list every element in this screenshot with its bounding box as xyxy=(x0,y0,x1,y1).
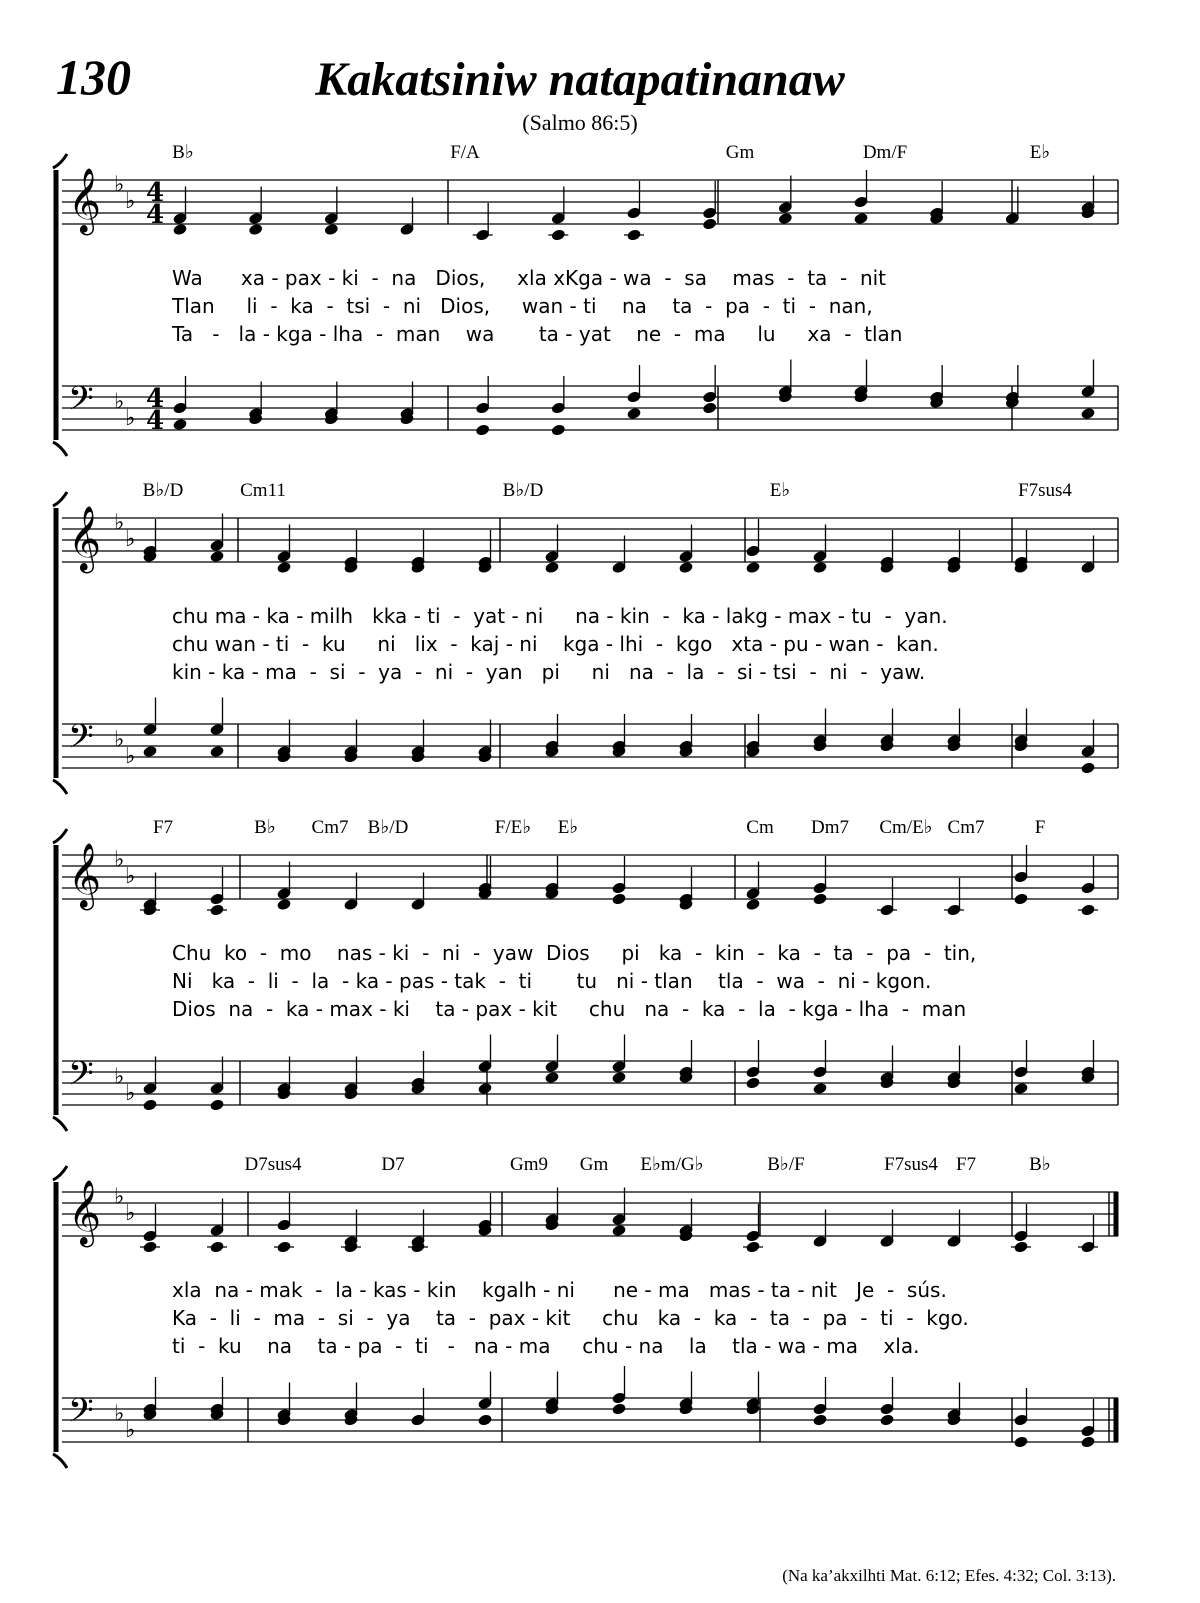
treble-notehead xyxy=(209,550,224,563)
bass-notehead xyxy=(475,423,490,436)
bass-notehead xyxy=(745,1076,760,1089)
chord-symbol: F/A xyxy=(450,142,480,163)
chord-symbol: B♭ xyxy=(1029,1154,1051,1175)
key-signature-flat: ♭ xyxy=(114,389,125,415)
chord-symbol: Dm7 xyxy=(811,817,849,838)
key-signature-flat: ♭ xyxy=(125,1201,136,1226)
scripture-reference-footer: (Na ka’akxilhti Mat. 6:12; Efes. 4:32; Col. 3:13). xyxy=(782,1566,1116,1585)
treble-notehead xyxy=(611,892,626,905)
key-signature-flat: ♭ xyxy=(125,864,136,889)
chord-symbol: B♭/D xyxy=(367,817,409,838)
key-signature-flat: ♭ xyxy=(114,1064,125,1090)
time-signature-bottom: 4 xyxy=(146,200,165,230)
treble-notehead xyxy=(544,561,559,574)
chord-symbol: F7 xyxy=(955,1154,977,1175)
treble-notehead xyxy=(1013,892,1028,905)
chord-symbol: F7sus4 xyxy=(884,1154,938,1175)
treble-clef: 𝄞 xyxy=(68,1180,102,1245)
key-signature-flat: ♭ xyxy=(114,510,125,536)
treble-notehead xyxy=(276,898,291,911)
chord-symbol: B♭/F xyxy=(767,1154,805,1175)
bass-notehead xyxy=(1013,1435,1028,1448)
bass-notehead xyxy=(209,1098,224,1111)
lyric-line-verse-3: Ta - la - kga - lha - man wa ta - yat ne - ma lu xa - tlan xyxy=(172,322,903,346)
chord-symbol: Dm/F xyxy=(862,142,908,163)
bass-notehead xyxy=(1013,1082,1028,1095)
bracket-top-hook xyxy=(53,1166,67,1180)
treble-notehead xyxy=(745,561,760,574)
bass-notehead xyxy=(544,1071,559,1084)
bass-notehead xyxy=(172,418,187,431)
lyric-line-verse-3: ti - ku na ta - pa - ti - na - ma chu - na la tla - wa - ma xla. xyxy=(172,1334,920,1358)
lyric-line-verse-2: Ni ka - li - la - ka - pas - tak - ti tu ni - tlan tla - wa - ni - kgon. xyxy=(172,969,932,993)
chord-symbol: B♭/D xyxy=(142,480,184,501)
time-signature-top: 4 xyxy=(146,384,165,414)
chord-symbol: Gm xyxy=(579,1154,609,1175)
lyric-line-verse-1: Wa xa - pax - ki - na Dios, xla xKga - wa - sa mas - ta - nit xyxy=(172,266,887,290)
treble-notehead xyxy=(678,561,693,574)
treble-notehead xyxy=(324,223,339,236)
treble-clef: 𝄞 xyxy=(68,168,102,233)
chord-symbol: E♭ xyxy=(1029,142,1051,163)
treble-notehead xyxy=(611,1224,626,1237)
bass-notehead xyxy=(209,745,224,758)
chord-symbol: Gm xyxy=(725,142,755,163)
bass-notehead xyxy=(611,1402,626,1415)
bass-clef: 𝄢 xyxy=(68,1055,94,1101)
chord-symbol: Cm11 xyxy=(240,480,286,501)
time-signature-bottom: 4 xyxy=(146,406,165,436)
lyric-line-verse-3: kin - ka - ma - si - ya - ni - yan pi ni na - la - si - tsi - ni - yaw. xyxy=(172,660,926,684)
key-signature-flat: ♭ xyxy=(114,727,125,753)
lyric-line-verse-2: Tlan li - ka - tsi - ni Dios, wan - ti na ta - pa - ti - nan, xyxy=(172,294,873,318)
chord-symbol: Cm7 xyxy=(947,817,985,838)
treble-clef: 𝄞 xyxy=(68,843,102,908)
chord-symbol: B♭/D xyxy=(502,480,544,501)
treble-notehead xyxy=(276,561,291,574)
chord-symbol: E♭ xyxy=(557,817,579,838)
treble-clef: 𝄞 xyxy=(68,506,102,571)
chord-symbol: E♭m/G♭ xyxy=(640,1154,704,1175)
chord-symbol: B♭ xyxy=(172,142,194,163)
chord-symbol: E♭ xyxy=(769,480,791,501)
chord-symbol: D7sus4 xyxy=(244,1154,302,1175)
bass-notehead xyxy=(551,423,566,436)
treble-notehead xyxy=(853,212,868,225)
chord-symbol: F7sus4 xyxy=(1018,480,1072,501)
chord-symbol: F xyxy=(1034,817,1046,838)
bass-clef: 𝄢 xyxy=(68,380,94,426)
treble-notehead xyxy=(745,898,760,911)
chord-symbol: F/E♭ xyxy=(494,817,532,838)
lyric-line-verse-1: chu ma - ka - milh kka - ti - yat - ni na - kin - ka - lakg - max - tu - yan. xyxy=(172,604,948,628)
hymn-number: 130 xyxy=(56,49,131,105)
bracket-bottom-hook xyxy=(53,780,67,794)
bass-notehead xyxy=(626,407,641,420)
chord-symbol: Cm xyxy=(746,817,774,838)
chord-symbol: Gm9 xyxy=(510,1154,548,1175)
key-signature-flat: ♭ xyxy=(114,1184,125,1210)
bass-notehead xyxy=(812,1413,827,1426)
key-signature-flat: ♭ xyxy=(114,172,125,198)
bass-notehead xyxy=(879,1413,894,1426)
key-signature-flat: ♭ xyxy=(125,1418,136,1443)
lyric-line-verse-1: Chu ko - mo nas - ki - ni - yaw Dios pi ka - kin - ka - ta - pa - tin, xyxy=(172,941,977,965)
lyric-line-verse-3: Dios na - ka - max - ki ta - pax - kit chu na - ka - la - kga - lha - man xyxy=(172,997,967,1021)
bass-notehead xyxy=(142,1098,157,1111)
bracket-bottom-hook xyxy=(53,442,67,456)
chord-symbol: B♭ xyxy=(254,817,276,838)
lyric-line-verse-2: Ka - li - ma - si - ya ta - pax - kit chu ka - ka - ta - pa - ti - kgo. xyxy=(172,1306,969,1330)
bass-notehead xyxy=(477,1082,492,1095)
treble-notehead xyxy=(702,217,717,230)
treble-notehead xyxy=(172,223,187,236)
bass-notehead xyxy=(812,1082,827,1095)
bracket-top-hook xyxy=(53,154,67,168)
key-signature-flat: ♭ xyxy=(125,527,136,552)
chord-symbol: F7 xyxy=(152,817,174,838)
hymn-title: Kakatsiniw natapatinanaw xyxy=(315,53,845,106)
bass-clef: 𝄢 xyxy=(68,1392,94,1438)
key-signature-flat: ♭ xyxy=(114,847,125,873)
bass-notehead xyxy=(1080,761,1095,774)
hymn-subtitle: (Salmo 86:5) xyxy=(522,110,638,135)
bass-notehead xyxy=(1080,1435,1095,1448)
time-signature-top: 4 xyxy=(146,178,165,208)
treble-notehead xyxy=(248,223,263,236)
chord-symbol: D7 xyxy=(381,1154,405,1175)
key-signature-flat: ♭ xyxy=(125,189,136,214)
lyric-line-verse-1: xla na - mak - la - kas - kin kgalh - ni ne - ma mas - ta - nit Je - sús. xyxy=(172,1278,947,1302)
bass-notehead xyxy=(611,1071,626,1084)
lyric-line-verse-2: chu wan - ti - ku ni lix - kaj - ni kga - lhi - kgo xta - pu - wan - kan. xyxy=(172,632,939,656)
key-signature-flat: ♭ xyxy=(125,406,136,431)
key-signature-flat: ♭ xyxy=(125,1081,136,1106)
key-signature-flat: ♭ xyxy=(125,744,136,769)
bass-notehead xyxy=(477,1413,492,1426)
bracket-top-hook xyxy=(53,492,67,506)
bracket-top-hook xyxy=(53,829,67,843)
treble-notehead xyxy=(778,212,793,225)
bass-clef: 𝄢 xyxy=(68,718,94,764)
treble-notehead xyxy=(812,892,827,905)
chord-symbol: Cm/E♭ xyxy=(879,817,933,838)
key-signature-flat: ♭ xyxy=(114,1401,125,1427)
bracket-bottom-hook xyxy=(53,1454,67,1468)
chord-symbol: Cm7 xyxy=(311,817,349,838)
bracket-bottom-hook xyxy=(53,1117,67,1131)
bass-notehead xyxy=(1080,407,1095,420)
treble-notehead xyxy=(812,561,827,574)
bass-notehead xyxy=(142,745,157,758)
bass-notehead xyxy=(702,401,717,414)
